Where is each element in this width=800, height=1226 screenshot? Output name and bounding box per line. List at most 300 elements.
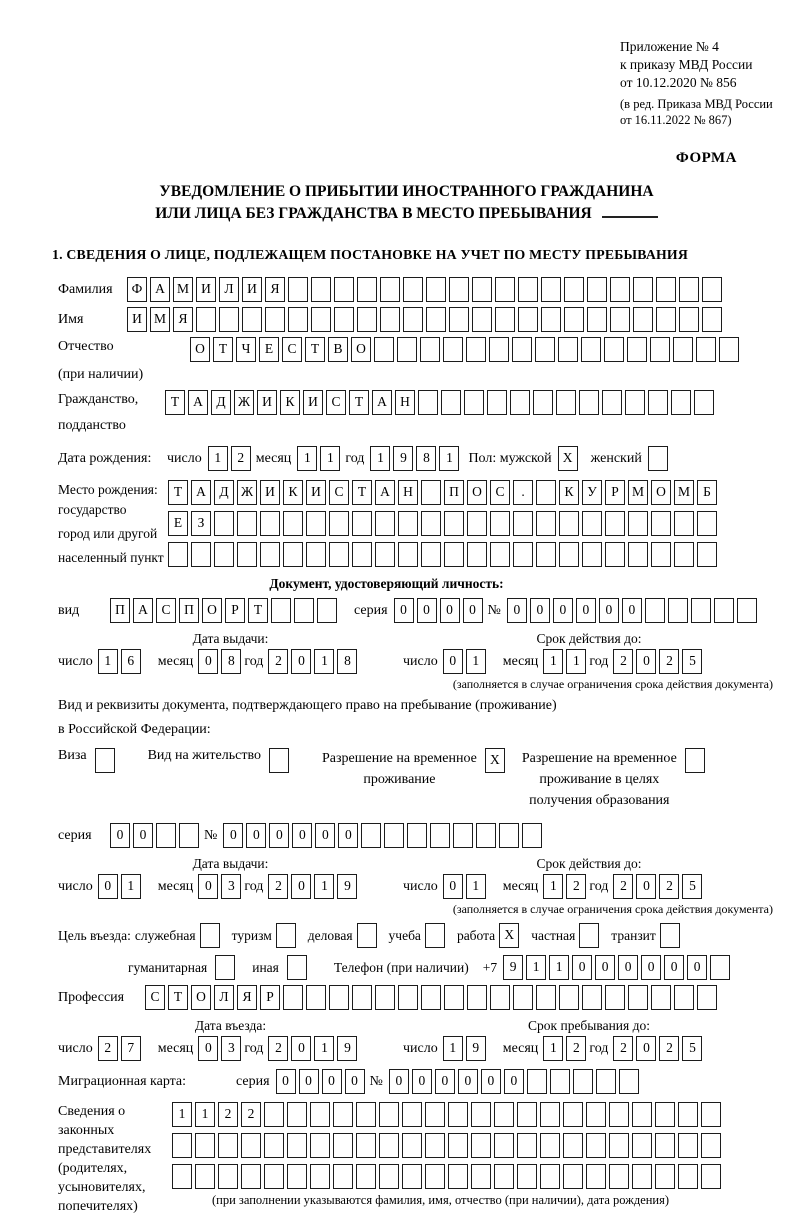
- char-cell[interactable]: 2: [659, 1036, 679, 1061]
- char-cell[interactable]: 1: [443, 1036, 463, 1061]
- char-cell-empty[interactable]: [288, 307, 308, 332]
- char-cell-empty[interactable]: [356, 1164, 376, 1189]
- char-cell-empty[interactable]: [513, 542, 533, 567]
- char-cell[interactable]: О: [202, 598, 222, 623]
- char-cell-empty[interactable]: [218, 1164, 238, 1189]
- char-cell[interactable]: 0: [198, 874, 218, 899]
- char-cell-empty[interactable]: [237, 542, 257, 567]
- char-cell-empty[interactable]: [311, 277, 331, 302]
- char-cell[interactable]: Я: [173, 307, 193, 332]
- char-cell-empty[interactable]: [425, 1133, 445, 1158]
- char-cell-empty[interactable]: [619, 1069, 639, 1094]
- char-cell[interactable]: 8: [221, 649, 241, 674]
- char-cell[interactable]: 1: [370, 446, 390, 471]
- char-cell-empty[interactable]: [402, 1102, 422, 1127]
- char-cell[interactable]: 0: [572, 955, 592, 980]
- char-cell[interactable]: 9: [393, 446, 413, 471]
- char-cell[interactable]: 0: [599, 598, 619, 623]
- char-cell[interactable]: С: [326, 390, 346, 415]
- char-cell[interactable]: 1: [543, 649, 563, 674]
- char-cell[interactable]: И: [303, 390, 323, 415]
- char-cell-empty[interactable]: [678, 1102, 698, 1127]
- char-cell-empty[interactable]: [421, 985, 441, 1010]
- char-cell-empty[interactable]: [260, 542, 280, 567]
- char-cell-empty[interactable]: [444, 985, 464, 1010]
- char-cell-empty[interactable]: [490, 542, 510, 567]
- char-cell-empty[interactable]: [317, 598, 337, 623]
- char-cell[interactable]: 0: [345, 1069, 365, 1094]
- char-cell-empty[interactable]: [679, 307, 699, 332]
- char-cell[interactable]: 1: [320, 446, 340, 471]
- char-cell-empty[interactable]: [518, 277, 538, 302]
- char-cell-empty[interactable]: [679, 277, 699, 302]
- char-cell[interactable]: 3: [221, 1036, 241, 1061]
- char-cell-empty[interactable]: [564, 277, 584, 302]
- char-cell-empty[interactable]: [421, 542, 441, 567]
- char-cell-empty[interactable]: [471, 1164, 491, 1189]
- char-cell[interactable]: 0: [291, 649, 311, 674]
- char-cell-empty[interactable]: [444, 511, 464, 536]
- char-cell-empty[interactable]: [306, 511, 326, 536]
- char-cell-empty[interactable]: [294, 598, 314, 623]
- char-cell-empty[interactable]: [333, 1133, 353, 1158]
- char-cell-empty[interactable]: [527, 1069, 547, 1094]
- char-cell-empty[interactable]: [710, 955, 730, 980]
- char-cell[interactable]: Я: [237, 985, 257, 1010]
- char-cell[interactable]: 0: [389, 1069, 409, 1094]
- char-cell[interactable]: Ж: [237, 480, 257, 505]
- char-cell[interactable]: 0: [636, 649, 656, 674]
- char-cell-empty[interactable]: [333, 1102, 353, 1127]
- char-cell[interactable]: 1: [526, 955, 546, 980]
- char-cell-empty[interactable]: [310, 1164, 330, 1189]
- char-cell[interactable]: И: [242, 277, 262, 302]
- char-cell-empty[interactable]: [487, 390, 507, 415]
- char-cell-empty[interactable]: [398, 511, 418, 536]
- char-cell-empty[interactable]: [357, 923, 377, 948]
- char-cell-empty[interactable]: [556, 390, 576, 415]
- char-cell[interactable]: 2: [98, 1036, 118, 1061]
- char-cell-empty[interactable]: [495, 277, 515, 302]
- char-cell-empty[interactable]: [610, 307, 630, 332]
- char-cell-empty[interactable]: [464, 390, 484, 415]
- char-cell[interactable]: А: [133, 598, 153, 623]
- char-cell-empty[interactable]: [375, 542, 395, 567]
- char-cell-empty[interactable]: [95, 748, 115, 773]
- char-cell-empty[interactable]: [628, 542, 648, 567]
- char-cell[interactable]: 0: [481, 1069, 501, 1094]
- char-cell-empty[interactable]: [269, 748, 289, 773]
- char-cell[interactable]: 5: [682, 1036, 702, 1061]
- char-cell-empty[interactable]: [260, 511, 280, 536]
- char-cell-empty[interactable]: [678, 1164, 698, 1189]
- char-cell[interactable]: Л: [219, 277, 239, 302]
- char-cell[interactable]: 0: [198, 649, 218, 674]
- char-cell-empty[interactable]: [550, 1069, 570, 1094]
- char-cell[interactable]: А: [150, 277, 170, 302]
- char-cell-empty[interactable]: [467, 542, 487, 567]
- char-cell-empty[interactable]: [495, 307, 515, 332]
- char-cell[interactable]: 1: [314, 649, 334, 674]
- char-cell-empty[interactable]: [651, 511, 671, 536]
- char-cell-empty[interactable]: [627, 337, 647, 362]
- char-cell-empty[interactable]: [287, 1102, 307, 1127]
- char-cell-empty[interactable]: [397, 337, 417, 362]
- char-cell-empty[interactable]: [467, 511, 487, 536]
- char-cell[interactable]: М: [173, 277, 193, 302]
- char-cell[interactable]: С: [156, 598, 176, 623]
- char-cell[interactable]: М: [628, 480, 648, 505]
- char-cell[interactable]: 0: [443, 874, 463, 899]
- char-cell[interactable]: 2: [659, 874, 679, 899]
- char-cell[interactable]: И: [306, 480, 326, 505]
- char-cell[interactable]: 0: [530, 598, 550, 623]
- char-cell[interactable]: 2: [613, 874, 633, 899]
- char-cell-empty[interactable]: [512, 337, 532, 362]
- char-cell[interactable]: Ж: [234, 390, 254, 415]
- char-cell-empty[interactable]: [380, 307, 400, 332]
- char-cell-empty[interactable]: [471, 1133, 491, 1158]
- char-cell[interactable]: К: [283, 480, 303, 505]
- char-cell-empty[interactable]: [449, 277, 469, 302]
- char-cell-empty[interactable]: [573, 1069, 593, 1094]
- char-cell-empty[interactable]: [696, 337, 716, 362]
- char-cell[interactable]: Т: [305, 337, 325, 362]
- char-cell[interactable]: 0: [664, 955, 684, 980]
- char-cell-empty[interactable]: [701, 1164, 721, 1189]
- char-cell[interactable]: К: [559, 480, 579, 505]
- char-cell-empty[interactable]: [648, 446, 668, 471]
- char-cell[interactable]: 2: [613, 649, 633, 674]
- char-cell-empty[interactable]: [650, 337, 670, 362]
- char-cell[interactable]: 0: [315, 823, 335, 848]
- char-cell[interactable]: Т: [165, 390, 185, 415]
- char-cell-empty[interactable]: [517, 1164, 537, 1189]
- char-cell-empty[interactable]: [191, 542, 211, 567]
- char-cell[interactable]: 0: [687, 955, 707, 980]
- char-cell-empty[interactable]: [430, 823, 450, 848]
- char-cell[interactable]: В: [328, 337, 348, 362]
- char-cell[interactable]: 0: [299, 1069, 319, 1094]
- char-cell-empty[interactable]: [633, 277, 653, 302]
- char-cell[interactable]: А: [375, 480, 395, 505]
- char-cell[interactable]: О: [190, 337, 210, 362]
- char-cell[interactable]: 1: [314, 874, 334, 899]
- char-cell-empty[interactable]: [241, 1133, 261, 1158]
- char-cell-empty[interactable]: [287, 955, 307, 980]
- char-cell-empty[interactable]: [476, 823, 496, 848]
- char-cell-empty[interactable]: [645, 598, 665, 623]
- char-cell-empty[interactable]: [172, 1133, 192, 1158]
- char-cell[interactable]: Н: [395, 390, 415, 415]
- char-cell-empty[interactable]: [541, 277, 561, 302]
- char-cell-empty[interactable]: [329, 985, 349, 1010]
- char-cell-empty[interactable]: [535, 337, 555, 362]
- char-cell-empty[interactable]: [441, 390, 461, 415]
- char-cell-empty[interactable]: [655, 1164, 675, 1189]
- char-cell-empty[interactable]: [214, 542, 234, 567]
- char-cell-empty[interactable]: [448, 1102, 468, 1127]
- char-cell[interactable]: П: [179, 598, 199, 623]
- char-cell-empty[interactable]: [357, 307, 377, 332]
- char-cell[interactable]: 0: [595, 955, 615, 980]
- char-cell[interactable]: 0: [98, 874, 118, 899]
- char-cell[interactable]: А: [191, 480, 211, 505]
- char-cell[interactable]: Т: [349, 390, 369, 415]
- char-cell[interactable]: 0: [110, 823, 130, 848]
- char-cell-empty[interactable]: [674, 542, 694, 567]
- char-cell-empty[interactable]: [402, 1133, 422, 1158]
- char-cell-empty[interactable]: [513, 511, 533, 536]
- char-cell-empty[interactable]: [403, 307, 423, 332]
- char-cell[interactable]: П: [110, 598, 130, 623]
- char-cell-empty[interactable]: [656, 277, 676, 302]
- char-cell-empty[interactable]: [287, 1133, 307, 1158]
- char-cell-empty[interactable]: [287, 1164, 307, 1189]
- char-cell-empty[interactable]: [265, 307, 285, 332]
- char-cell-empty[interactable]: [352, 542, 372, 567]
- char-cell[interactable]: 0: [618, 955, 638, 980]
- char-cell-empty[interactable]: [691, 598, 711, 623]
- char-cell-empty[interactable]: [215, 955, 235, 980]
- char-cell-empty[interactable]: [310, 1133, 330, 1158]
- char-cell-empty[interactable]: [490, 511, 510, 536]
- char-cell-empty[interactable]: [375, 511, 395, 536]
- char-cell-empty[interactable]: [426, 277, 446, 302]
- char-cell-empty[interactable]: [494, 1133, 514, 1158]
- char-cell[interactable]: З: [191, 511, 211, 536]
- char-cell-empty[interactable]: [605, 985, 625, 1010]
- char-cell[interactable]: И: [260, 480, 280, 505]
- char-cell[interactable]: 2: [218, 1102, 238, 1127]
- char-cell-empty[interactable]: [581, 337, 601, 362]
- char-cell-empty[interactable]: [418, 390, 438, 415]
- char-cell-empty[interactable]: [311, 307, 331, 332]
- char-cell[interactable]: 0: [292, 823, 312, 848]
- char-cell[interactable]: .: [513, 480, 533, 505]
- char-cell[interactable]: Т: [168, 480, 188, 505]
- char-cell-empty[interactable]: [407, 823, 427, 848]
- char-cell[interactable]: 0: [338, 823, 358, 848]
- char-cell[interactable]: 1: [466, 649, 486, 674]
- char-cell-empty[interactable]: [196, 307, 216, 332]
- char-cell-empty[interactable]: [466, 337, 486, 362]
- char-cell-empty[interactable]: [361, 823, 381, 848]
- char-cell-empty[interactable]: [513, 985, 533, 1010]
- char-cell[interactable]: 2: [268, 1036, 288, 1061]
- char-cell-empty[interactable]: [605, 511, 625, 536]
- char-cell-empty[interactable]: [582, 511, 602, 536]
- char-cell-empty[interactable]: [655, 1133, 675, 1158]
- char-cell-empty[interactable]: [219, 307, 239, 332]
- char-cell-empty[interactable]: [195, 1133, 215, 1158]
- char-cell-empty[interactable]: [426, 307, 446, 332]
- char-cell-empty[interactable]: [398, 985, 418, 1010]
- char-cell-empty[interactable]: [632, 1164, 652, 1189]
- char-cell-empty[interactable]: [237, 511, 257, 536]
- char-cell-empty[interactable]: [357, 277, 377, 302]
- char-cell-empty[interactable]: [214, 511, 234, 536]
- char-cell-empty[interactable]: [421, 511, 441, 536]
- char-cell[interactable]: 0: [636, 1036, 656, 1061]
- char-cell[interactable]: X: [485, 748, 505, 773]
- char-cell-empty[interactable]: [443, 337, 463, 362]
- char-cell[interactable]: 9: [337, 874, 357, 899]
- char-cell[interactable]: С: [145, 985, 165, 1010]
- char-cell[interactable]: 0: [458, 1069, 478, 1094]
- char-cell-empty[interactable]: [648, 390, 668, 415]
- char-cell-empty[interactable]: [697, 511, 717, 536]
- char-cell[interactable]: 0: [553, 598, 573, 623]
- char-cell-empty[interactable]: [448, 1164, 468, 1189]
- char-cell[interactable]: 0: [269, 823, 289, 848]
- char-cell-empty[interactable]: [559, 511, 579, 536]
- char-cell[interactable]: Д: [214, 480, 234, 505]
- char-cell[interactable]: 9: [466, 1036, 486, 1061]
- char-cell[interactable]: Т: [248, 598, 268, 623]
- char-cell-empty[interactable]: [490, 985, 510, 1010]
- char-cell[interactable]: Р: [260, 985, 280, 1010]
- char-cell[interactable]: Б: [697, 480, 717, 505]
- char-cell[interactable]: 0: [394, 598, 414, 623]
- char-cell[interactable]: Д: [211, 390, 231, 415]
- char-cell[interactable]: С: [282, 337, 302, 362]
- char-cell[interactable]: 0: [198, 1036, 218, 1061]
- char-cell-empty[interactable]: [494, 1164, 514, 1189]
- char-cell-empty[interactable]: [655, 1102, 675, 1127]
- char-cell-empty[interactable]: [609, 1164, 629, 1189]
- char-cell-empty[interactable]: [540, 1102, 560, 1127]
- char-cell-empty[interactable]: [582, 542, 602, 567]
- char-cell[interactable]: И: [127, 307, 147, 332]
- char-cell-empty[interactable]: [673, 337, 693, 362]
- char-cell-empty[interactable]: [398, 542, 418, 567]
- char-cell-empty[interactable]: [425, 923, 445, 948]
- char-cell-empty[interactable]: [499, 823, 519, 848]
- char-cell[interactable]: Е: [168, 511, 188, 536]
- char-cell[interactable]: 1: [314, 1036, 334, 1061]
- char-cell[interactable]: Ч: [236, 337, 256, 362]
- char-cell-empty[interactable]: [632, 1102, 652, 1127]
- char-cell-empty[interactable]: [694, 390, 714, 415]
- char-cell-empty[interactable]: [586, 1133, 606, 1158]
- char-cell[interactable]: X: [499, 923, 519, 948]
- char-cell[interactable]: 0: [440, 598, 460, 623]
- char-cell-empty[interactable]: [651, 985, 671, 1010]
- char-cell-empty[interactable]: [701, 1133, 721, 1158]
- char-cell-empty[interactable]: [719, 337, 739, 362]
- char-cell-empty[interactable]: [674, 511, 694, 536]
- char-cell-empty[interactable]: [172, 1164, 192, 1189]
- char-cell-empty[interactable]: [471, 1102, 491, 1127]
- char-cell-empty[interactable]: [559, 985, 579, 1010]
- char-cell[interactable]: 2: [241, 1102, 261, 1127]
- char-cell[interactable]: О: [351, 337, 371, 362]
- char-cell[interactable]: М: [150, 307, 170, 332]
- char-cell-empty[interactable]: [536, 480, 556, 505]
- char-cell-empty[interactable]: [283, 511, 303, 536]
- char-cell[interactable]: 0: [291, 874, 311, 899]
- char-cell[interactable]: 0: [636, 874, 656, 899]
- char-cell-empty[interactable]: [579, 390, 599, 415]
- char-cell-empty[interactable]: [374, 337, 394, 362]
- char-cell-empty[interactable]: [379, 1133, 399, 1158]
- char-cell[interactable]: Я: [265, 277, 285, 302]
- char-cell-empty[interactable]: [563, 1164, 583, 1189]
- char-cell[interactable]: 1: [98, 649, 118, 674]
- char-cell-empty[interactable]: [333, 1164, 353, 1189]
- char-cell-empty[interactable]: [609, 1102, 629, 1127]
- char-cell-empty[interactable]: [356, 1133, 376, 1158]
- char-cell-empty[interactable]: [380, 277, 400, 302]
- char-cell-empty[interactable]: [421, 480, 441, 505]
- char-cell-empty[interactable]: [264, 1133, 284, 1158]
- char-cell[interactable]: 1: [172, 1102, 192, 1127]
- char-cell-empty[interactable]: [540, 1133, 560, 1158]
- char-cell-empty[interactable]: [633, 307, 653, 332]
- char-cell[interactable]: 1: [466, 874, 486, 899]
- char-cell[interactable]: 1: [121, 874, 141, 899]
- char-cell-empty[interactable]: [651, 542, 671, 567]
- char-cell[interactable]: Н: [398, 480, 418, 505]
- char-cell-empty[interactable]: [242, 307, 262, 332]
- char-cell-empty[interactable]: [264, 1164, 284, 1189]
- char-cell-empty[interactable]: [625, 390, 645, 415]
- char-cell-empty[interactable]: [283, 542, 303, 567]
- char-cell[interactable]: Р: [605, 480, 625, 505]
- char-cell-empty[interactable]: [678, 1133, 698, 1158]
- char-cell-empty[interactable]: [702, 277, 722, 302]
- char-cell[interactable]: И: [196, 277, 216, 302]
- char-cell-empty[interactable]: [288, 277, 308, 302]
- char-cell[interactable]: 1: [297, 446, 317, 471]
- char-cell-empty[interactable]: [586, 1164, 606, 1189]
- char-cell-empty[interactable]: [306, 985, 326, 1010]
- char-cell-empty[interactable]: [494, 1102, 514, 1127]
- char-cell-empty[interactable]: [425, 1164, 445, 1189]
- char-cell-empty[interactable]: [610, 277, 630, 302]
- char-cell-empty[interactable]: [334, 307, 354, 332]
- char-cell[interactable]: С: [329, 480, 349, 505]
- char-cell-empty[interactable]: [352, 985, 372, 1010]
- char-cell[interactable]: Т: [168, 985, 188, 1010]
- char-cell-empty[interactable]: [449, 307, 469, 332]
- char-cell[interactable]: 7: [121, 1036, 141, 1061]
- char-cell-empty[interactable]: [536, 511, 556, 536]
- char-cell-empty[interactable]: [448, 1133, 468, 1158]
- char-cell-empty[interactable]: [587, 277, 607, 302]
- char-cell-empty[interactable]: [283, 985, 303, 1010]
- char-cell-empty[interactable]: [179, 823, 199, 848]
- char-cell[interactable]: М: [674, 480, 694, 505]
- char-cell-empty[interactable]: [379, 1102, 399, 1127]
- char-cell-empty[interactable]: [563, 1133, 583, 1158]
- char-cell-empty[interactable]: [668, 598, 688, 623]
- char-cell-empty[interactable]: [402, 1164, 422, 1189]
- char-cell[interactable]: Т: [352, 480, 372, 505]
- char-cell-empty[interactable]: [375, 985, 395, 1010]
- char-cell[interactable]: 8: [416, 446, 436, 471]
- char-cell[interactable]: 0: [463, 598, 483, 623]
- char-cell-empty[interactable]: [276, 923, 296, 948]
- char-cell[interactable]: 1: [208, 446, 228, 471]
- char-cell-empty[interactable]: [218, 1133, 238, 1158]
- char-cell-empty[interactable]: [329, 542, 349, 567]
- char-cell-empty[interactable]: [660, 923, 680, 948]
- char-cell-empty[interactable]: [609, 1133, 629, 1158]
- char-cell-empty[interactable]: [540, 1164, 560, 1189]
- char-cell[interactable]: У: [582, 480, 602, 505]
